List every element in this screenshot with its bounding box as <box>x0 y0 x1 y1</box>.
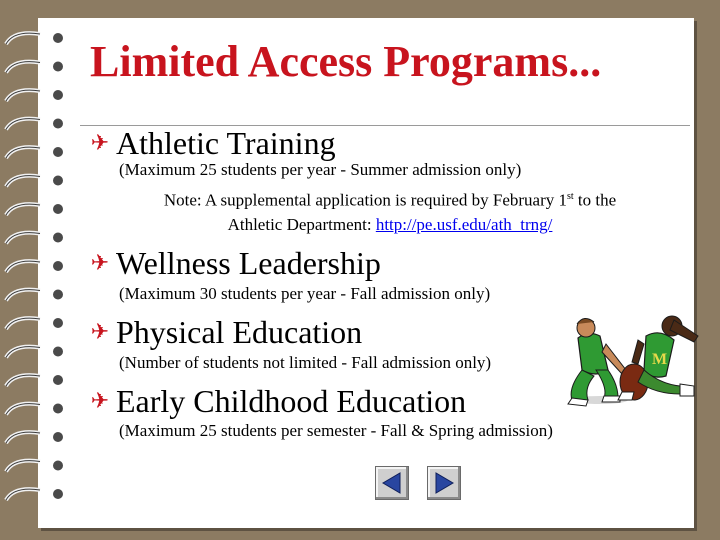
item-heading: Wellness Leadership <box>116 245 381 281</box>
item-detail: (Number of students not limited - Fall admission only) <box>119 353 492 372</box>
spiral-hole <box>53 90 63 100</box>
bullet-icon: ✈ <box>90 320 110 345</box>
spiral-hole <box>53 432 63 442</box>
spiral-hole <box>53 62 63 72</box>
spiral-hole <box>53 489 63 499</box>
list-item-wellness-leadership <box>84 245 381 282</box>
athletic-department-link[interactable]: http://pe.usf.edu/ath_trng/ <box>375 214 553 234</box>
note-text: Note: A supplemental application is required by February 1 <box>163 190 567 210</box>
spiral-hole <box>53 147 63 157</box>
item-heading: Early Childhood Education <box>116 383 467 419</box>
spiral-hole <box>53 233 63 243</box>
spiral-hole <box>53 33 63 43</box>
right-triangle-icon <box>432 471 456 495</box>
bullet-icon: ✈ <box>90 251 110 276</box>
spiral-hole <box>53 261 63 271</box>
list-item-physical-education <box>84 314 362 351</box>
spiral-binding <box>0 0 80 540</box>
left-triangle-icon <box>380 471 404 495</box>
item-detail: (Maximum 25 students per semester - Fall & Spring admission) <box>119 421 553 440</box>
spiral-hole <box>53 375 63 385</box>
clipart-jersey-letter: M <box>652 351 668 368</box>
spiral-hole <box>53 176 63 186</box>
spiral-hole <box>53 318 63 328</box>
bullet-icon: ✈ <box>90 131 110 156</box>
spiral-hole <box>53 119 63 129</box>
athletes-stretching-clipart <box>548 300 708 410</box>
spiral-hole <box>53 204 63 214</box>
list-item-athletic-training <box>84 125 336 162</box>
item-heading: Athletic Training <box>116 125 336 161</box>
athletic-training-note <box>100 185 680 237</box>
list-item-early-childhood-education <box>84 383 466 420</box>
spiral-hole <box>53 290 63 300</box>
note-text-line2: Athletic Department: <box>227 214 376 234</box>
slide-title: Limited Access Programs... <box>90 37 602 86</box>
spiral-hole <box>53 347 63 357</box>
item-detail: (Maximum 30 students per year - Fall admission only) <box>119 284 491 303</box>
previous-slide-button[interactable] <box>375 466 409 500</box>
spiral-hole <box>53 461 63 471</box>
item-heading: Physical Education <box>116 314 363 350</box>
spiral-hole <box>53 404 63 414</box>
next-slide-button[interactable] <box>427 466 461 500</box>
note-text-cont: to the <box>573 190 617 210</box>
item-detail: (Maximum 25 students per year - Summer admission only) <box>119 160 522 179</box>
note-superscript: st <box>567 191 574 202</box>
bullet-icon: ✈ <box>90 389 110 414</box>
